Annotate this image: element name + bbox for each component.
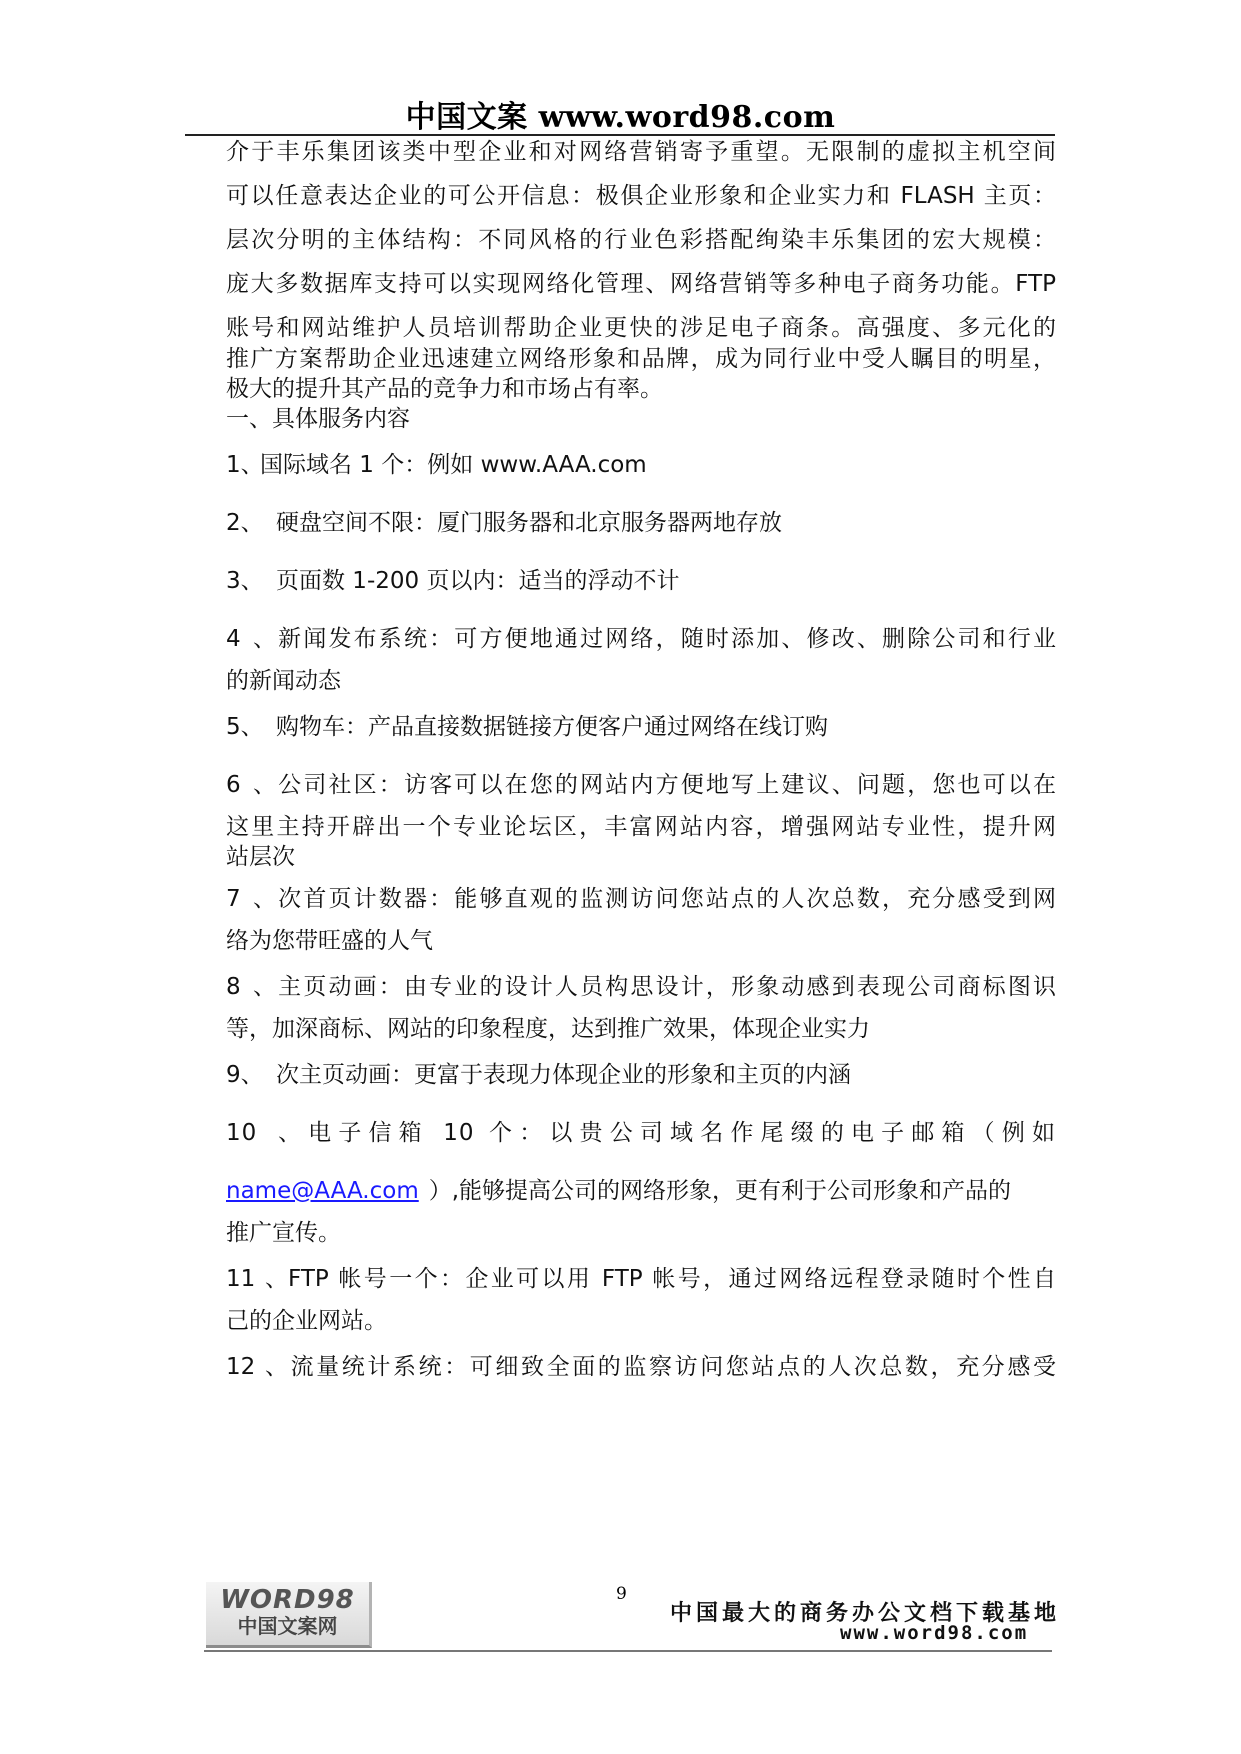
body-line: 账号和网站维护人员培训帮助企业更快的涉足电子商条。高强度、多元化的 [226,315,1056,341]
item-text: 电子信箱 10 个：以贵公司域名作尾缀的电子邮箱（例如 [302,1120,1056,1146]
list-item-continuation: 站层次 [226,844,295,870]
list-item [226,712,828,742]
footer-divider [204,1650,1052,1652]
item-number: 3、 [226,568,264,594]
list-item [226,884,1056,914]
list-item [226,1060,851,1090]
body-line: 推广方案帮助企业迅速建立网络形象和品牌，成为同行业中受人瞩目的明星， [226,346,1056,372]
item-text: ）,能够提高公司的网络形象，更有利于公司形象和产品的 [428,1178,1012,1204]
body-line: 可以任意表达企业的可公开信息：极俱企业形象和企业实力和 FLASH 主页： [226,183,1056,209]
body-line: 庞大多数据库支持可以实现网络化管理、网络营销等多种电子商务功能。FTP [226,271,1056,297]
item-number: 12、 [226,1354,288,1380]
item-number: 7、 [226,886,276,912]
footer-tagline: 中国最大的商务办公文档下载基地 [670,1601,1061,1626]
item-text: 硬盘空间不限：厦门服务器和北京服务器两地存放 [276,510,782,536]
list-item-continuation: 这里主持开辟出一个专业论坛区，丰富网站内容，增强网站专业性，提升网 [226,814,1056,840]
item-number: 2、 [226,510,264,536]
list-item [226,624,1056,654]
list-item-continuation: 己的企业网站。 [226,1308,387,1334]
item-text: 新闻发布系统：可方便地通过网络，随时添加、修改、删除公司和行业 [276,626,1056,652]
body-line: 极大的提升其产品的竞争力和市场占有率。 [226,376,663,402]
page-number: 9 [616,1584,627,1604]
header-divider [185,134,1055,136]
list-item-continuation: 的新闻动态 [226,668,341,694]
body-line: 介于丰乐集团该类中型企业和对网络营销寄予重望。无限制的虚拟主机空间 [226,139,1056,165]
list-item [226,566,679,596]
page-header-title: 中国文案 www.word98.com [405,100,836,135]
item-number: 4、 [226,626,276,652]
item-text: FTP 帐号一个：企业可以用 FTP 帐号，通过网络远程登录随时个性自 [288,1266,1056,1292]
list-item-continuation [226,1176,1011,1206]
item-text: 国际域名 1 个：例如 www.AAA.com [260,452,647,478]
email-link[interactable]: name@AAA.com [226,1178,419,1204]
item-text: 主页动画：由专业的设计人员构思设计，形象动感到表现公司商标图识 [276,974,1056,1000]
item-text: 次首页计数器：能够直观的监测访问您站点的人次总数，充分感受到网 [276,886,1056,912]
list-item [226,972,1056,1002]
item-number: 5、 [226,714,264,740]
list-item [226,508,782,538]
logo-brand-text: WORD98 [220,1585,355,1615]
footer-url: www.word98.com [840,1622,1029,1644]
section-heading: 一、具体服务内容 [226,406,410,432]
list-item-continuation: 等，加深商标、网站的印象程度，达到推广效果，体现企业实力 [226,1016,870,1042]
item-text: 公司社区：访客可以在您的网站内方便地写上建议、问题，您也可以在 [276,772,1056,798]
list-item [226,450,647,480]
item-number: 8、 [226,974,276,1000]
list-item-continuation: 络为您带旺盛的人气 [226,928,433,954]
list-item-continuation: 推广宣传。 [226,1220,341,1246]
item-number: 1、 [226,452,264,478]
list-item [226,1264,1056,1294]
item-number: 11、 [226,1266,288,1292]
word98-logo [206,1582,372,1648]
item-text: 次主页动画：更富于表现力体现企业的形象和主页的内涵 [276,1062,851,1088]
item-number: 10、 [226,1120,302,1146]
item-text: 页面数 1-200 页以内：适当的浮动不计 [276,568,680,594]
item-text: 流量统计系统：可细致全面的监察访问您站点的人次总数，充分感受 [288,1354,1056,1380]
list-item [226,1118,1056,1148]
item-text: 购物车：产品直接数据链接方便客户通过网络在线订购 [276,714,828,740]
body-line: 层次分明的主体结构：不同风格的行业色彩搭配绚染丰乐集团的宏大规模： [226,227,1056,253]
item-number: 9、 [226,1062,264,1088]
list-item [226,770,1056,800]
item-number: 6、 [226,772,276,798]
logo-sub-text: 中国文案网 [237,1614,338,1638]
list-item [226,1352,1056,1382]
